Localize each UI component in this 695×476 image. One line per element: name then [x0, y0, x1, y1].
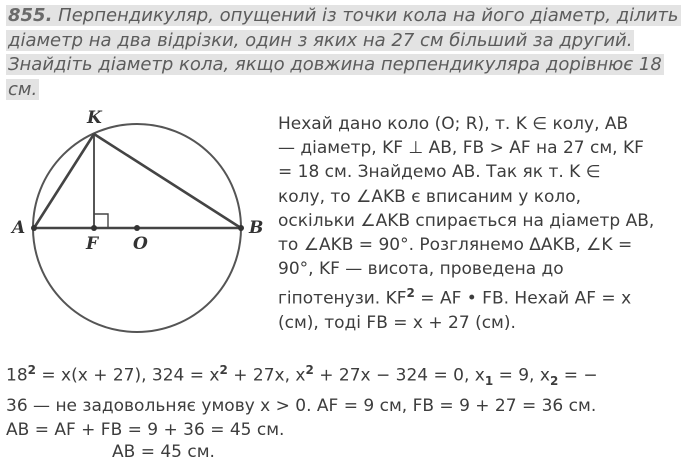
eq-fragment: = x(x + 27), 324 = x — [36, 365, 220, 386]
problem-text-4: см. — [8, 78, 38, 100]
solution-line: (см), тоді FB = x + 27 (см). — [278, 313, 516, 334]
superscript: 2 — [219, 363, 228, 377]
point-b — [238, 225, 244, 231]
subscript: 2 — [549, 374, 559, 389]
problem-statement — [6, 4, 691, 102]
solution-line: то ∠AKB = 90°. Розглянемо ΔAKB, ∠K = — [278, 235, 633, 256]
superscript: 2 — [305, 363, 314, 377]
label-b: B — [249, 218, 264, 238]
equation-line: 36 — не задовольняє умову x > 0. AF = 9 см, FB = 9 + 27 = 36 см. — [6, 395, 597, 416]
solution-line: оскільки ∠AKB спирається на діаметр AB, — [278, 210, 655, 231]
problem-text-3: Знайдіть діаметр кола, якщо довжина перпендикуляра дорівнює 18 — [8, 54, 662, 75]
label-f: F — [86, 234, 99, 254]
label-a: A — [12, 218, 26, 238]
label-o: O — [133, 234, 148, 254]
eq-fragment: + 27x, x — [227, 365, 306, 386]
eq-fragment: + 27x − 324 = 0, x — [313, 365, 485, 386]
eq-fragment: = − — [558, 365, 598, 386]
point-a — [31, 225, 37, 231]
solution-line — [278, 281, 690, 311]
solution-fragment: гіпотенузи. KF — [278, 289, 407, 310]
chord-ak — [34, 134, 94, 228]
eq-fragment: 18 — [6, 365, 28, 386]
solution-fragment: = AF • FB. Нехай AF = x — [414, 289, 632, 310]
problem-line-4 — [6, 78, 691, 103]
solution-line: колу, то ∠AKB є вписаним у коло, — [278, 186, 582, 207]
geometry-figure — [0, 104, 272, 356]
superscript: 2 — [406, 286, 415, 301]
eq-fragment: = 9, x — [493, 365, 550, 386]
point-o — [134, 225, 140, 231]
solution-line: 90°, KF — висота, проведена до — [278, 259, 564, 280]
solution-continuation — [6, 358, 691, 443]
problem-line-2 — [6, 29, 691, 54]
solution-line: = 18 см. Знайдемо AB. Так як т. K ∈ — [278, 162, 601, 183]
superscript: 2 — [27, 363, 36, 377]
problem-text-2: діаметр на два відрізки, один з яких на 27 см більший за другий. — [8, 29, 633, 51]
problem-number: 855. — [8, 5, 53, 26]
final-answer: AB = 45 см. — [112, 442, 215, 462]
circle-diagram — [0, 104, 272, 356]
problem-text-1: Перпендикуляр, опущений із точки кола на його діаметр, ділить — [58, 5, 679, 26]
label-k: K — [87, 108, 102, 128]
solution-text — [278, 112, 690, 335]
chord-kb — [94, 134, 241, 228]
problem-line-3 — [6, 53, 691, 78]
problem-line-1 — [6, 4, 691, 29]
equation-line — [6, 358, 691, 394]
point-f — [91, 225, 97, 231]
solution-line: Нехай дано коло (O; R), т. K ∈ колу, AB — [278, 114, 629, 134]
solution-line: — діаметр, KF ⊥ AB, FB > AF на 27 см, KF — [278, 138, 644, 159]
subscript: 1 — [484, 374, 494, 389]
equation-line: AB = AF + FB = 9 + 36 = 45 см. — [6, 420, 285, 441]
